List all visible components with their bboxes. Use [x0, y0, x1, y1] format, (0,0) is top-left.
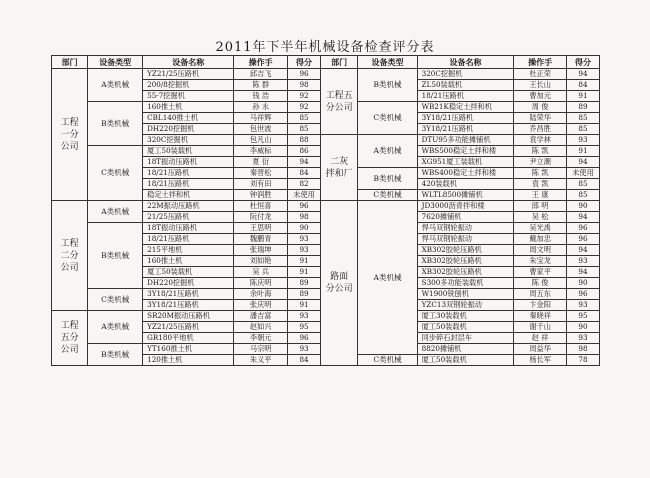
left-operator-cell: 秦晋松 — [234, 168, 288, 179]
left-operator-cell: 潘吉富 — [234, 311, 288, 322]
left-operator-cell: 张瑞坤 — [234, 245, 288, 256]
left-equipment-name-cell: 160推土机 — [143, 256, 234, 267]
right-operator-cell: 曹加元 — [514, 91, 567, 102]
left-equipment-name-cell: YT160推土机 — [143, 344, 234, 355]
right-score-cell: 93 — [566, 135, 599, 146]
right-score-cell: 85 — [566, 124, 599, 135]
right-equipment-name-cell: 7620摊铺机 — [417, 212, 514, 223]
right-department-cell: 工程五 分公司 — [321, 69, 358, 135]
right-equipment-name-cell: DTU95多功能摊铺机 — [417, 135, 514, 146]
left-equipment-type-cell: C类机械 — [88, 289, 143, 311]
left-operator-cell: 吴 兵 — [234, 267, 288, 278]
right-equipment-type-cell: C类机械 — [358, 102, 417, 135]
left-score-cell: 98 — [288, 212, 321, 223]
right-equipment-name-cell: YZC13双钢轮振动 — [417, 300, 514, 311]
right-equipment-type-cell: C类机械 — [358, 190, 417, 201]
right-equipment-name-cell: JD3000沥青拌和楼 — [417, 201, 514, 212]
right-score-cell: 95 — [566, 311, 599, 322]
right-score-cell: 94 — [566, 212, 599, 223]
left-equipment-name-cell: YZ21/25压路机 — [143, 322, 234, 333]
right-operator-cell: 周 俊 — [514, 102, 567, 113]
left-equipment-name-cell: 215平地机 — [143, 245, 234, 256]
right-score-cell: 94 — [566, 245, 599, 256]
left-equipment-name-cell: 55-7挖掘机 — [143, 91, 234, 102]
right-operator-cell: 周五东 — [514, 289, 567, 300]
left-equipment-name-cell: DH220挖掘机 — [143, 124, 234, 135]
left-operator-cell: 邱吉飞 — [234, 69, 288, 80]
left-department-cell: 工程 一分 公司 — [52, 69, 88, 201]
right-operator-cell: 杜正荣 — [514, 69, 567, 80]
left-operator-cell: 魏鹏青 — [234, 234, 288, 245]
left-equipment-name-cell: 22M振动压路机 — [143, 201, 234, 212]
left-equipment-name-cell: 稳定土拌和机 — [143, 190, 234, 201]
right-operator-cell: 吴光禹 — [514, 223, 567, 234]
right-score-cell: 未使用 — [566, 168, 599, 179]
right-equipment-name-cell: 3Y18/21压路机 — [417, 124, 514, 135]
left-score-cell: 91 — [288, 267, 321, 278]
right-operator-cell: 周益华 — [514, 344, 567, 355]
header-name-left: 设备名称 — [143, 56, 234, 69]
left-equipment-name-cell: 厦工50装载机 — [143, 146, 234, 157]
right-operator-cell: 杨长军 — [514, 355, 567, 366]
left-score-cell: 88 — [288, 135, 321, 146]
right-score-cell: 96 — [566, 223, 599, 234]
right-operator-cell: 王长山 — [514, 80, 567, 91]
right-equipment-name-cell: W1900铣刨机 — [417, 289, 514, 300]
right-score-cell: 98 — [566, 344, 599, 355]
right-operator-cell: 曹家平 — [514, 267, 567, 278]
left-operator-cell: 刘有田 — [234, 179, 288, 190]
header-name-right: 设备名称 — [417, 56, 514, 69]
left-equipment-name-cell: 21/25压路机 — [143, 212, 234, 223]
left-equipment-name-cell: GR180平地机 — [143, 333, 234, 344]
right-score-cell: 85 — [566, 190, 599, 201]
left-score-cell: 96 — [288, 69, 321, 80]
left-score-cell: 93 — [288, 245, 321, 256]
left-score-cell: 90 — [288, 223, 321, 234]
left-equipment-name-cell: 18T振动压路机 — [143, 223, 234, 234]
right-score-cell: 93 — [566, 256, 599, 267]
left-operator-cell: 钟润胜 — [234, 190, 288, 201]
right-operator-cell: 赵 祥 — [514, 333, 567, 344]
left-department-cell: 工程 二分 公司 — [52, 201, 88, 311]
right-operator-cell: 卞金阳 — [514, 300, 567, 311]
right-score-cell: 91 — [566, 146, 599, 157]
header-dept-left: 部门 — [52, 56, 88, 69]
right-score-cell: 94 — [566, 157, 599, 168]
left-operator-cell: 张庆明 — [234, 300, 288, 311]
right-operator-cell: 陈 凯 — [514, 168, 567, 179]
header-operator-left: 操作手 — [234, 56, 288, 69]
left-equipment-name-cell: 厦工50装载机 — [143, 267, 234, 278]
right-score-cell: 78 — [566, 355, 599, 366]
left-operator-cell: 杜恒喜 — [234, 201, 288, 212]
left-score-cell: 95 — [288, 322, 321, 333]
left-operator-cell: 孙 永 — [234, 102, 288, 113]
right-equipment-name-cell: WLTL8500摊铺机 — [417, 190, 514, 201]
right-equipment-name-cell: 8820摊铺机 — [417, 344, 514, 355]
left-equipment-name-cell: 200/8挖掘机 — [143, 80, 234, 91]
left-score-cell: 89 — [288, 289, 321, 300]
left-score-cell: 82 — [288, 179, 321, 190]
right-equipment-name-cell: ZL50装载机 — [417, 80, 514, 91]
left-operator-cell: 陈 群 — [234, 80, 288, 91]
left-score-cell: 93 — [288, 234, 321, 245]
left-equipment-name-cell: 160推土机 — [143, 102, 234, 113]
right-equipment-name-cell: WBS500稳定土拌和楼 — [417, 146, 514, 157]
left-department-cell: 工程 五分 公司 — [52, 311, 88, 366]
right-operator-cell: 朱宝龙 — [514, 256, 567, 267]
left-score-cell: 85 — [288, 124, 321, 135]
right-equipment-name-cell: 厦工50装载机 — [417, 322, 514, 333]
left-operator-cell: 陈庆明 — [234, 278, 288, 289]
right-score-cell: 91 — [566, 91, 599, 102]
right-score-cell: 94 — [566, 69, 599, 80]
right-operator-cell: 乔昌胜 — [514, 124, 567, 135]
left-score-cell: 92 — [288, 102, 321, 113]
right-equipment-name-cell: 悍马双钢轮振动 — [417, 223, 514, 234]
left-operator-cell: 马祥辉 — [234, 113, 288, 124]
left-operator-cell: 李威标 — [234, 146, 288, 157]
left-operator-cell: 包凡山 — [234, 135, 288, 146]
left-equipment-name-cell: 3Y18/21压路机 — [143, 289, 234, 300]
header-score-right: 得分 — [566, 56, 599, 69]
right-score-cell: 93 — [566, 300, 599, 311]
right-score-cell: 90 — [566, 322, 599, 333]
left-operator-cell: 包世波 — [234, 124, 288, 135]
right-score-cell: 90 — [566, 278, 599, 289]
right-equipment-name-cell: 厦工30装载机 — [417, 311, 514, 322]
right-score-cell: 90 — [566, 201, 599, 212]
right-score-cell: 96 — [566, 234, 599, 245]
left-score-cell: 91 — [288, 300, 321, 311]
right-equipment-name-cell: 悍马双钢轮振动 — [417, 234, 514, 245]
left-equipment-name-cell: 3Y18/21压路机 — [143, 300, 234, 311]
right-operator-cell: 陈 俊 — [514, 278, 567, 289]
right-equipment-name-cell: 同步碎石封层车 — [417, 333, 514, 344]
left-operator-cell: 夏 衍 — [234, 157, 288, 168]
right-operator-cell: 周文明 — [514, 245, 567, 256]
left-score-cell: 89 — [288, 278, 321, 289]
right-operator-cell: 陆荣华 — [514, 113, 567, 124]
left-equipment-name-cell: 320C挖掘机 — [143, 135, 234, 146]
left-score-cell: 92 — [288, 91, 321, 102]
header-type-left: 设备类型 — [88, 56, 143, 69]
right-operator-cell: 秦晓祥 — [514, 311, 567, 322]
left-score-cell: 98 — [288, 80, 321, 91]
header-type-right: 设备类型 — [358, 56, 417, 69]
header-row — [52, 56, 600, 69]
header-operator-right: 操作手 — [514, 56, 567, 69]
left-operator-cell: 余叶海 — [234, 289, 288, 300]
right-equipment-type-cell: B类机械 — [358, 69, 417, 102]
right-equipment-name-cell: 18/21压路机 — [417, 91, 514, 102]
right-operator-cell: 戴加忠 — [514, 234, 567, 245]
left-equipment-name-cell: CBL140推土机 — [143, 113, 234, 124]
left-equipment-name-cell: DH220挖掘机 — [143, 278, 234, 289]
left-operator-cell: 钱 浩 — [234, 91, 288, 102]
right-equipment-type-cell: A类机械 — [358, 201, 417, 355]
left-score-cell: 93 — [288, 344, 321, 355]
left-operator-cell: 马宗明 — [234, 344, 288, 355]
left-equipment-type-cell: B类机械 — [88, 223, 143, 289]
right-operator-cell: 王 康 — [514, 190, 567, 201]
right-department-cell: 路面 分公司 — [321, 201, 358, 366]
left-score-cell: 93 — [288, 311, 321, 322]
left-score-cell: 96 — [288, 333, 321, 344]
right-equipment-name-cell: 320C挖掘机 — [417, 69, 514, 80]
right-equipment-name-cell: 厦工50装载机 — [417, 355, 514, 366]
right-equipment-type-cell: C类机械 — [358, 355, 417, 366]
right-equipment-name-cell: XG951厦工装载机 — [417, 157, 514, 168]
header-dept-right: 部门 — [321, 56, 358, 69]
right-equipment-name-cell: 420装载机 — [417, 179, 514, 190]
left-operator-cell: 刘如艳 — [234, 256, 288, 267]
header-score-left: 得分 — [288, 56, 321, 69]
right-operator-cell: 郎 明 — [514, 201, 567, 212]
right-equipment-type-cell: A类机械 — [358, 135, 417, 168]
left-score-cell: 86 — [288, 146, 321, 157]
right-operator-cell: 吴 松 — [514, 212, 567, 223]
left-operator-cell: 阮付龙 — [234, 212, 288, 223]
right-score-cell: 93 — [566, 333, 599, 344]
left-equipment-name-cell: 18T振动压路机 — [143, 157, 234, 168]
right-equipment-type-cell: B类机械 — [358, 168, 417, 190]
left-score-cell: 96 — [288, 201, 321, 212]
left-operator-cell: 朱义平 — [234, 355, 288, 366]
left-score-cell: 94 — [288, 157, 321, 168]
right-operator-cell: 袁学林 — [514, 135, 567, 146]
right-equipment-name-cell: S300多功能装载机 — [417, 278, 514, 289]
right-equipment-name-cell: WB21K稳定土拌和机 — [417, 102, 514, 113]
left-score-cell: 未使用 — [288, 190, 321, 201]
right-equipment-name-cell: WBS400稳定土拌和楼 — [417, 168, 514, 179]
left-equipment-type-cell: C类机械 — [88, 146, 143, 201]
left-score-cell: 84 — [288, 168, 321, 179]
left-equipment-type-cell: A类机械 — [88, 69, 143, 102]
left-equipment-name-cell: SR20M振动压路机 — [143, 311, 234, 322]
left-equipment-type-cell: A类机械 — [88, 311, 143, 344]
left-equipment-name-cell: 18/21压路机 — [143, 234, 234, 245]
left-operator-cell: 赵如兴 — [234, 322, 288, 333]
left-equipment-type-cell: B类机械 — [88, 102, 143, 146]
left-operator-cell: 李朝元 — [234, 333, 288, 344]
right-department-cell: 二灰 拌和厂 — [321, 135, 358, 201]
right-equipment-name-cell: 3Y18/21压路机 — [417, 113, 514, 124]
right-operator-cell: 袁 凯 — [514, 179, 567, 190]
score-table — [51, 55, 600, 366]
left-equipment-name-cell: YZ21/25压路机 — [143, 69, 234, 80]
right-score-cell: 96 — [566, 289, 599, 300]
right-equipment-name-cell: XB302胶轮压路机 — [417, 245, 514, 256]
left-operator-cell: 王思明 — [234, 223, 288, 234]
table-row — [52, 69, 600, 80]
left-equipment-name-cell: 18/21压路机 — [143, 168, 234, 179]
left-equipment-type-cell: A类机械 — [88, 201, 143, 223]
right-score-cell: 85 — [566, 179, 599, 190]
left-equipment-name-cell: 18/21压路机 — [143, 179, 234, 190]
right-score-cell: 84 — [566, 80, 599, 91]
sheet-title: 2011年下半年机械设备检查评分表 — [215, 40, 435, 55]
right-score-cell: 85 — [566, 113, 599, 124]
left-score-cell: 91 — [288, 256, 321, 267]
right-equipment-name-cell: XB302胶轮压路机 — [417, 256, 514, 267]
left-score-cell: 85 — [288, 113, 321, 124]
right-score-cell: 94 — [566, 267, 599, 278]
right-operator-cell: 陈 凯 — [514, 146, 567, 157]
right-operator-cell: 谢千山 — [514, 322, 567, 333]
table-row — [52, 201, 600, 212]
right-score-cell: 89 — [566, 102, 599, 113]
right-operator-cell: 尹立潮 — [514, 157, 567, 168]
left-equipment-name-cell: 120推土机 — [143, 355, 234, 366]
left-score-cell: 84 — [288, 355, 321, 366]
right-equipment-name-cell: XB302胶轮压路机 — [417, 267, 514, 278]
left-equipment-type-cell: B类机械 — [88, 344, 143, 366]
